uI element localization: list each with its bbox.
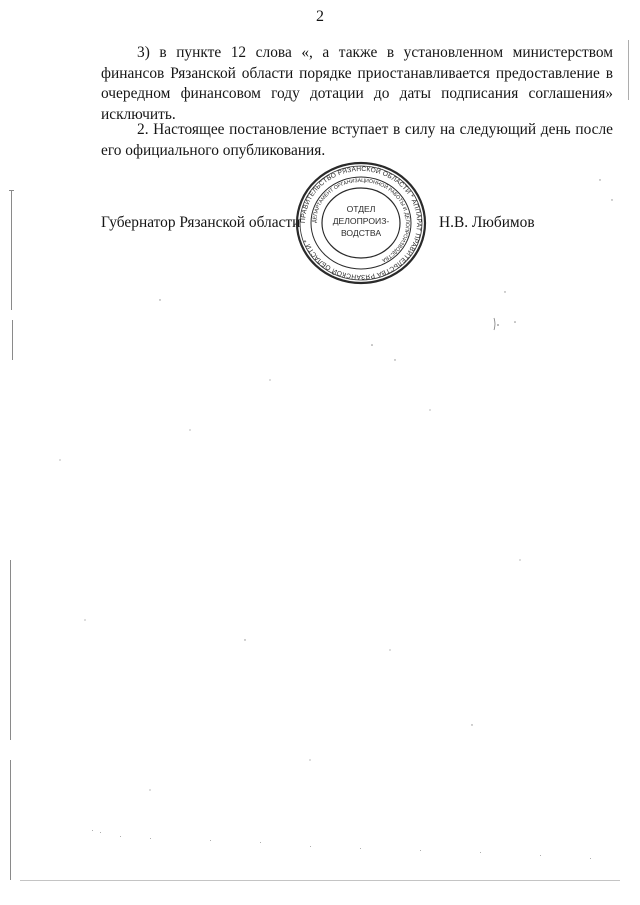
official-stamp bbox=[294, 160, 428, 286]
signer-name: Н.В. Любимов bbox=[439, 214, 535, 231]
stamp-seal-icon bbox=[294, 160, 428, 286]
stamp-center-line-3: ВОДСТВА bbox=[340, 228, 382, 238]
stamp-outer-text: ПРАВИТЕЛЬСТВО РЯЗАНСКОЙ ОБЛАСТИ * АППАРАТ ПРАВИТЕЛЬСТВА РЯЗАНСКОЙ ОБЛАСТИ * bbox=[299, 165, 423, 281]
signer-title: Губернатор Рязанской области bbox=[101, 214, 301, 231]
clause-2-text: 2. Настоящее постановление вступает в силу на следующий день после его официального опубликования. bbox=[101, 121, 613, 159]
amendment-item-3 bbox=[101, 43, 613, 125]
stamp-center-line-1: ОТДЕЛ bbox=[346, 204, 376, 214]
stamp-center-line-2: ДЕЛОПРОИЗ- bbox=[332, 216, 390, 226]
page-number: 2 bbox=[316, 8, 324, 25]
amendment-item-3-text: 3) в пункте 12 слова «, а также в установленном министерством финансов Рязанской области порядке приостанавливается предоставление в очередном финансовом году дотации до даты подписания соглашения» исключить. bbox=[101, 44, 613, 123]
clause-2 bbox=[101, 120, 613, 161]
stamp-inner-text: ДЕПАРТАМЕНТ ОРГАНИЗАЦИОННОЙ РАБОТЫ И ДЕЛОПРОИЗВОДСТВА bbox=[311, 177, 411, 263]
